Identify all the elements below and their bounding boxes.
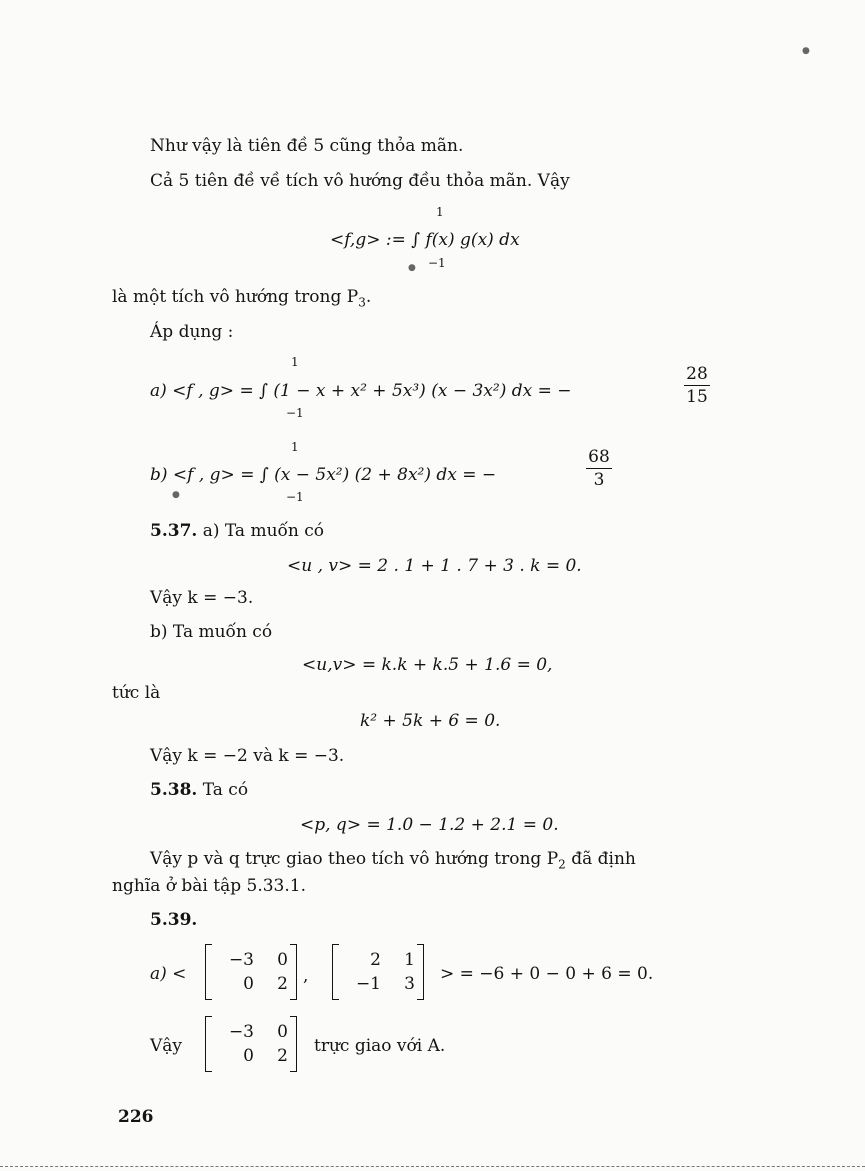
matrix-2: 2 1 −1 3 [332,944,424,1000]
integral-lower: −1 [428,256,446,270]
page-number: 226 [118,1107,154,1127]
quadratic-equation: k² + 5k + 6 = 0. [360,711,501,731]
text-line: Vậy k = −3. [150,588,254,608]
inner-product-definition: <f,g> := ∫ f(x) g(x) dx [330,230,520,250]
matrix-product-result: > = −6 + 0 − 0 + 6 = 0. [440,964,654,984]
matrix-1: −3 0 0 2 [205,944,297,1000]
comma: , [303,966,309,986]
scan-speck: ● [802,46,810,56]
exercise-5-39: 5.39. [150,910,198,930]
integral-lower: −1 [286,490,304,504]
text-line: Như vậy là tiên đề 5 cũng thỏa mãn. [150,136,464,156]
equation-a: a) <f , g> = ∫ (1 − x + x² + 5x³) (x − 3x²) dx = − [150,381,572,401]
text-line: Vậy p và q trực giao theo tích vô hướng trong $P_2$ đã định [150,849,636,872]
integral-upper: 1 [291,355,299,369]
matrix-3: −3 0 0 2 [205,1016,297,1072]
text-line: Vậy [150,1036,183,1056]
fraction-a: 28 15 [684,364,710,407]
text-line: trực giao với A. [314,1036,446,1056]
text-line: Áp dụng : [150,322,234,342]
page-bottom-rule [0,1166,865,1167]
equation-b: b) <f , g> = ∫ (x − 5x²) (2 + 8x²) dx = − [150,465,497,485]
equation-537a: <u , v> = 2 . 1 + 1 . 7 + 3 . k = 0. [287,556,582,576]
scan-speck: ● [172,490,180,500]
text-line: Cả 5 tiên đề về tích vô hướng đều thỏa mãn. Vậy [150,171,570,191]
matrix-product-prefix: a) < [150,964,187,984]
integral-lower: −1 [286,406,304,420]
equation-538: <p, q> = 1.0 − 1.2 + 2.1 = 0. [300,815,559,835]
scan-speck: ● [408,263,416,273]
integral-upper: 1 [291,440,299,454]
text-line: Vậy k = −2 và k = −3. [150,746,345,766]
integral-upper: 1 [436,205,444,219]
exercise-5-37: 5.37. a) Ta muốn có [150,521,325,541]
equation-537b: <u,v> = k.k + k.5 + 1.6 = 0, [302,655,553,675]
text-line: là một tích vô hướng trong $P_3$. [112,287,372,310]
text-line: tức là [112,683,161,703]
exercise-5-38: 5.38. Ta có [150,780,249,800]
fraction-b: 68 3 [586,447,612,490]
text-line: b) Ta muốn có [150,622,273,642]
text-line: nghĩa ở bài tập 5.33.1. [112,876,306,896]
